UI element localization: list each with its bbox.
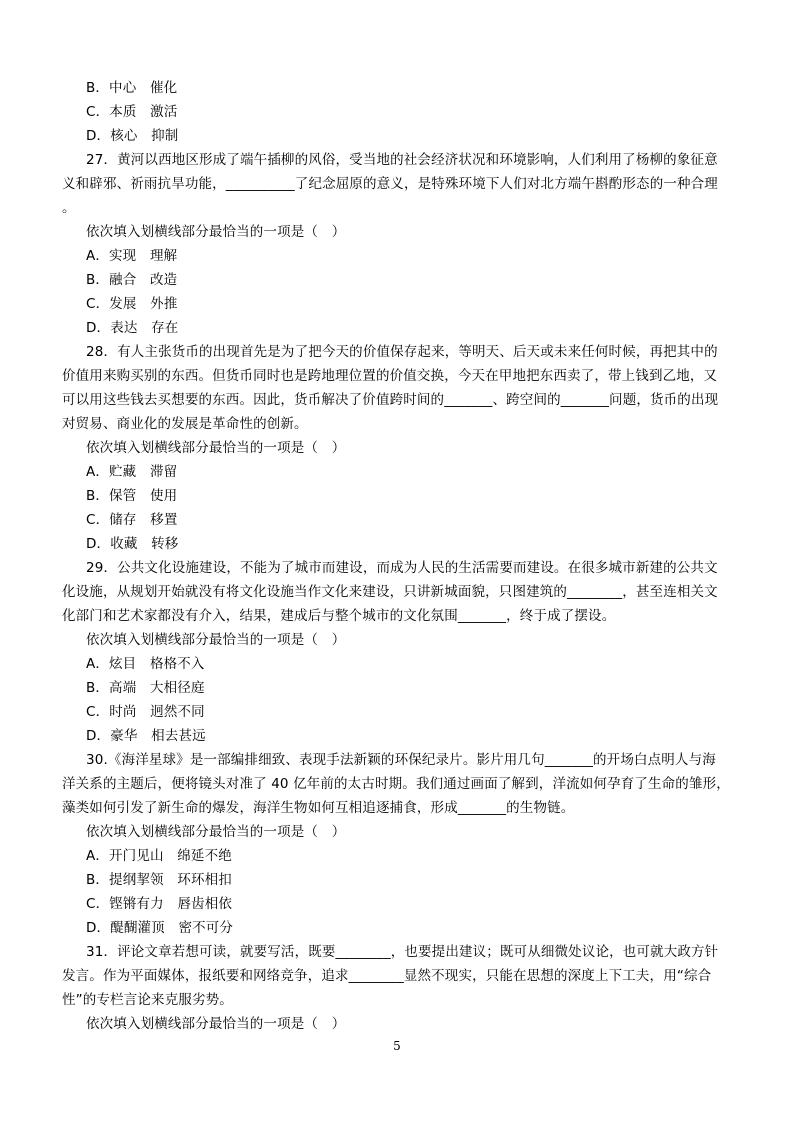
q27-option-b: B．融合 改造 [86,272,178,288]
q29-option-c: C．时尚 迥然不同 [86,704,205,720]
q31-stem-line-2: 发言。作为平面媒体，报纸要和网络竞争，追求________显然不现实，只能在思想的深度上下工夫，用“综合 [62,968,712,984]
q30-prompt: 依次填入划横线部分最恰当的一项是（ ） [86,824,346,840]
q28-option-c: C．储存 移置 [86,512,178,528]
q29-stem-line-3: 化部门和艺术家都没有介入，结果，建成后与整个城市的文化氛围_______，终于成了摆设。 [62,608,616,624]
q31-stem-line-1: 31．评论文章若想可读，就要写活，既要________，也要提出建议；既可从细微处议论，也可就大政方针 [86,944,719,960]
page-content [62,76,736,1036]
q26-option-c: C．本质 激活 [86,104,178,120]
q29-stem-line-1: 29．公共文化设施建设，不能为了城市而建设，而成为人民的生活需要而建设。在很多城市新建的公共文 [86,560,718,576]
q28-prompt: 依次填入划横线部分最恰当的一项是（ ） [86,440,346,456]
q29-option-b: B．高端 大相径庭 [86,680,205,696]
q29-option-d: D．豪华 相去甚远 [86,728,206,744]
q28-stem-line-4: 对贸易、商业化的发展是革命性的创新。 [62,416,308,432]
q27-prompt: 依次填入划横线部分最恰当的一项是（ ） [86,224,346,240]
q27-option-a: A．实现 理解 [86,248,178,264]
q28-stem-line-3: 可以用这些钱去买想要的东西。因此，货币解决了价值跨时间的_______、跨空间的_______问题，货币的出现 [62,392,719,408]
q26-option-d: D．核心 抑制 [86,128,179,144]
page-number: 5 [393,1039,401,1053]
q30-option-a: A．开门见山 绵延不绝 [86,848,232,864]
q27-stem-line-1: 27．黄河以西地区形成了端午插柳的风俗，受当地的社会经济状况和环境影响，人们利用了杨柳的象征意 [86,152,718,168]
q26-option-b: B．中心 催化 [86,80,178,96]
q27-stem-line-3: 。 [62,200,76,216]
q28-option-a: A．贮藏 滞留 [86,464,178,480]
q30-option-c: C．铿锵有力 唇齿相依 [86,896,233,912]
q30-stem-line-1: 30.《海洋星球》是一部编排细致、表现手法新颖的环保纪录片。影片用几句_______的开场白点明人与海 [86,752,716,768]
q30-stem-line-3: 藻类如何引发了新生命的爆发，海洋生物如何互相追逐捕食，形成_______的生物链。 [62,800,575,816]
q29-option-a: A．炫目 格格不入 [86,656,205,672]
q29-stem-line-2: 化设施，从规划开始就没有将文化设施当作文化来建设，只讲新城面貌，只图建筑的________，甚至连相关文 [62,584,718,600]
q30-stem-line-2: 洋关系的主题后，便将镜头对准了 40 亿年前的太古时期。我们通过画面了解到，洋流如何孕育了生命的雏形， [62,776,730,792]
q28-option-d: D．收藏 转移 [86,536,179,552]
q30-option-d: D．醍醐灌顶 密不可分 [86,920,234,936]
q30-option-b: B．提纲挈领 环环相扣 [86,872,232,888]
q28-option-b: B．保管 使用 [86,488,178,504]
q28-stem-line-2: 价值用来购买别的东西。但货币同时也是跨地理位置的价值交换，今天在甲地把东西卖了，带上钱到乙地，又 [62,368,718,384]
q28-stem-line-1: 28．有人主张货币的出现首先是为了把今天的价值保存起来，等明天、后天或未来任何时候，再把其中的 [86,344,718,360]
q31-prompt: 依次填入划横线部分最恰当的一项是（ ） [86,1016,346,1032]
q27-stem-line-2: 义和辟邪、祈雨抗旱功能，__________了纪念屈原的意义，是特殊环境下人们对北方端午斟酌形态的一种合理 [62,176,718,192]
q27-option-d: D．表达 存在 [86,320,179,336]
q29-prompt: 依次填入划横线部分最恰当的一项是（ ） [86,632,346,648]
q27-option-c: C．发展 外推 [86,296,178,312]
q31-stem-line-3: 性”的专栏言论来克服劣势。 [62,992,233,1008]
